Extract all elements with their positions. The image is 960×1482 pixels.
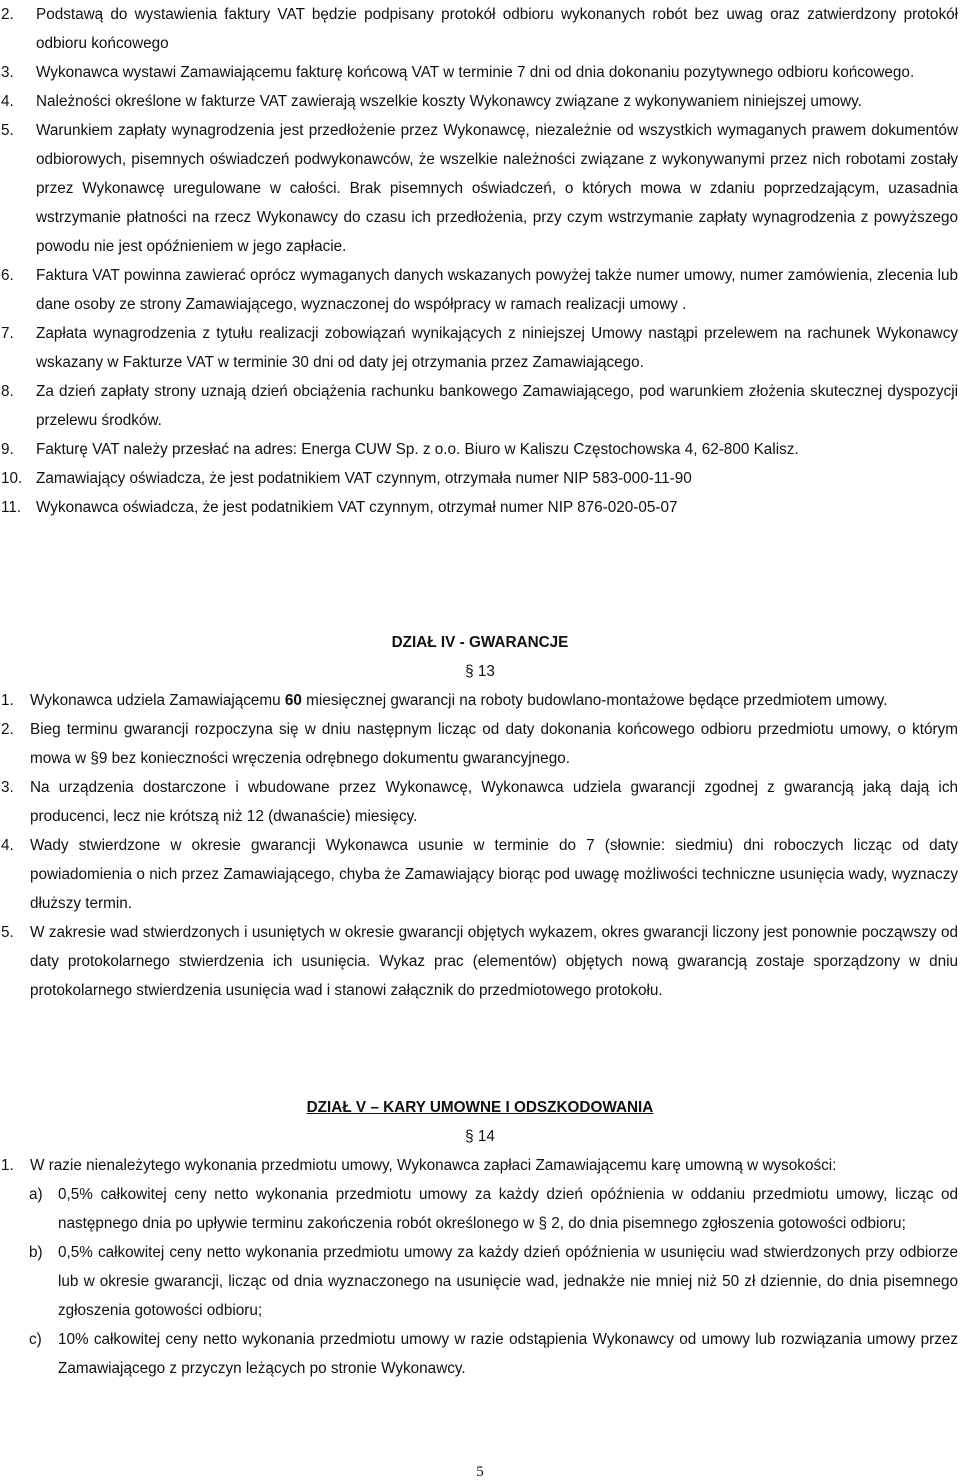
- item-text: Za dzień zapłaty strony uznają dzień obciążenia rachunku bankowego Zamawiającego, pod warunkiem złożenia skutecznej dyspozycji przelewu środków.: [36, 383, 958, 429]
- list-item: [0, 0, 960, 58]
- item-text: W zakresie wad stwierdzonych i usuniętych w okresie gwarancji objętych wykazem, okres gwarancji liczony jest ponownie począwszy od daty protokolarnego stwierdzenia ich usunięcia. Wykaz prac (elementów) objętych nową gwarancją zostaje sporządzony w dniu protokolarnego stwierdzenia usunięcia wad i stanowi załącznik do przedmiotowego protokołu.: [30, 924, 958, 999]
- section-iv-guarantees: [0, 628, 960, 1005]
- section-heading: DZIAŁ IV - GWARANCJE: [391, 634, 569, 651]
- item-number: 1.: [1, 1157, 14, 1174]
- sub-item-text: 0,5% całkowitej ceny netto wykonania przedmiotu umowy za każdy dzień opóźnienia w oddaniu przedmiotu umowy, licząc od następnego dnia po upływie terminu zakończenia robót określonego w § 2, do dnia pisemnego zgłoszenia gotowości odbioru;: [58, 1186, 958, 1232]
- item-text: Fakturę VAT należy przesłać na adres: Energa CUW Sp. z o.o. Biuro w Kaliszu Częstochowska 4, 62-800 Kalisz.: [36, 441, 799, 458]
- item-number: 6.: [1, 267, 14, 284]
- sub-item-text: 0,5% całkowitej ceny netto wykonania przedmiotu umowy za każdy dzień opóźnienia w usunięciu wad stwierdzonych przy odbiorze lub w okresie gwarancji, licząc od dnia wyznaczonego na usunięcie wad, jednakże nie mniej niż 50 zł dziennie, do dnia pisemnego zgłoszenia gotowości odbioru;: [58, 1244, 958, 1319]
- sub-item: [28, 1180, 960, 1238]
- item-text-start: Wykonawca udziela Zamawiającemu: [30, 692, 285, 709]
- item-number: 11.: [1, 499, 22, 516]
- item-number: 4.: [1, 837, 14, 854]
- sub-item-letter: b): [29, 1244, 43, 1261]
- item-text: [30, 686, 960, 715]
- list-item: [0, 831, 960, 918]
- sub-item-letter: a): [29, 1186, 43, 1203]
- section-heading-text: DZIAŁ V – KARY UMOWNE I ODSZKODOWANIA: [306, 1099, 654, 1116]
- list-item: [0, 435, 960, 464]
- item-text: Wykonawca oświadcza, że jest podatnikiem VAT czynnym, otrzymał numer NIP 876-020-05-07: [36, 499, 678, 516]
- item-number: 3.: [1, 779, 14, 796]
- item-number: 4.: [1, 93, 14, 110]
- item-text: Należności określone w fakturze VAT zawierają wszelkie koszty Wykonawcy związane z wykonywaniem niniejszej umowy.: [36, 93, 862, 110]
- item-text: Zamawiający oświadcza, że jest podatnikiem VAT czynnym, otrzymała numer NIP 583-000-11-90: [36, 470, 692, 487]
- guarantee-months: 60: [284, 692, 302, 709]
- list-item: [0, 686, 960, 715]
- item-text: Zapłata wynagrodzenia z tytułu realizacji zobowiązań wynikających z niniejszej Umowy nastąpi przelewem na rachunek Wykonawcy wskazany w Fakturze VAT w terminie 30 dni od daty jej otrzymania przez Zamawiającego.: [36, 325, 958, 371]
- list-item: [0, 377, 960, 435]
- section-heading: [0, 1093, 960, 1122]
- paragraph-number: § 14: [465, 1128, 495, 1145]
- item-number: 10.: [1, 470, 23, 487]
- item-number: 7.: [1, 325, 14, 342]
- item-number: 9.: [1, 441, 14, 458]
- list-item: [0, 493, 960, 522]
- item-number: 5.: [1, 924, 14, 941]
- item-text-end: miesięcznej gwarancji na roboty budowlano-montażowe będące przedmiotem umowy.: [301, 692, 888, 709]
- item-text: Na urządzenia dostarczone i wbudowane przez Wykonawcę, Wykonawca udziela gwarancji zgodnej z gwarancją jaką dają ich producenci, lecz nie krótszą niż 12 (dwanaście) miesięcy.: [30, 779, 958, 825]
- item-text: W razie nienależytego wykonania przedmiotu umowy, Wykonawca zapłaci Zamawiającemu karę umowną w wysokości:: [30, 1157, 837, 1174]
- item-text: Wady stwierdzone w okresie gwarancji Wykonawca usunie w terminie do 7 (słownie: siedmiu) dni roboczych licząc od daty powiadomienia o nich przez Zamawiającego, chyba że Zamawiający biorąc pod uwagę możliwości techniczne usunięcia wady, wyznaczy dłuższy termin.: [30, 837, 958, 912]
- item-number: 3.: [1, 64, 14, 81]
- item-text: Bieg terminu gwarancji rozpoczyna się w dniu następnym licząc od daty dokonania końcowego odbioru przedmiotu umowy, o którym mowa w §9 bez konieczności wręczenia odrębnego dokumentu gwarancyjnego.: [30, 721, 958, 767]
- item-text: Podstawą do wystawienia faktury VAT będzie podpisany protokół odbioru wykonanych robót bez uwag oraz zatwierdzony protokół odbioru końcowego: [36, 6, 958, 52]
- item-text: Wykonawca wystawi Zamawiającemu fakturę końcową VAT w terminie 7 dni od dnia dokonaniu pozytywnego odbioru końcowego.: [36, 64, 915, 81]
- list-item: [0, 58, 960, 87]
- sub-item-text: 10% całkowitej ceny netto wykonania przedmiotu umowy w razie odstąpienia Wykonawcy od umowy lub rozwiązania umowy przez Zamawiającego z przyczyn leżących po stronie Wykonawcy.: [58, 1331, 958, 1377]
- list-item: [0, 773, 960, 831]
- list-item: [0, 1151, 960, 1180]
- list-item: [0, 87, 960, 116]
- list-item: [0, 715, 960, 773]
- list-item: [0, 261, 960, 319]
- item-number: 2.: [1, 721, 14, 738]
- list-item: [0, 918, 960, 1005]
- list-item: [0, 319, 960, 377]
- item-number: 2.: [1, 6, 14, 23]
- item-text: Warunkiem zapłaty wynagrodzenia jest przedłożenie przez Wykonawcę, niezależnie od wszystkich wymaganych prawem dokumentów odbiorowych, pisemnych oświadczeń podwykonawców, że wszelkie należności związane z wykonywanymi przez nich robotami zostały przez Wykonawcę uregulowane w całości. Brak pisemnych oświadczeń, o których mowa w zdaniu poprzedzającym, uzasadnia wstrzymanie płatności na rzecz Wykonawcy do czasu ich przedłożenia, przy czym wstrzymanie zapłaty wynagrodzenia z powyższego powodu nie jest opóźnieniem w jego zapłacie.: [36, 122, 958, 255]
- item-text: Faktura VAT powinna zawierać oprócz wymaganych danych wskazanych powyżej także numer umowy, numer zamówienia, zlecenia lub dane osoby ze strony Zamawiającego, wyznaczonej do współpracy w ramach realizacji umowy .: [36, 267, 958, 313]
- list-item: [0, 116, 960, 261]
- sub-item: [28, 1238, 960, 1325]
- list-item: [0, 464, 960, 493]
- section-iii-tail: [0, 0, 960, 522]
- sub-item-letter: c): [29, 1331, 42, 1348]
- section-v-penalties: [0, 1093, 960, 1383]
- item-number: 8.: [1, 383, 14, 400]
- item-number: 5.: [1, 122, 14, 139]
- paragraph-number: § 13: [465, 663, 495, 680]
- page-number: 5: [476, 1464, 484, 1480]
- sub-item: [28, 1325, 960, 1383]
- item-number: 1.: [1, 692, 14, 709]
